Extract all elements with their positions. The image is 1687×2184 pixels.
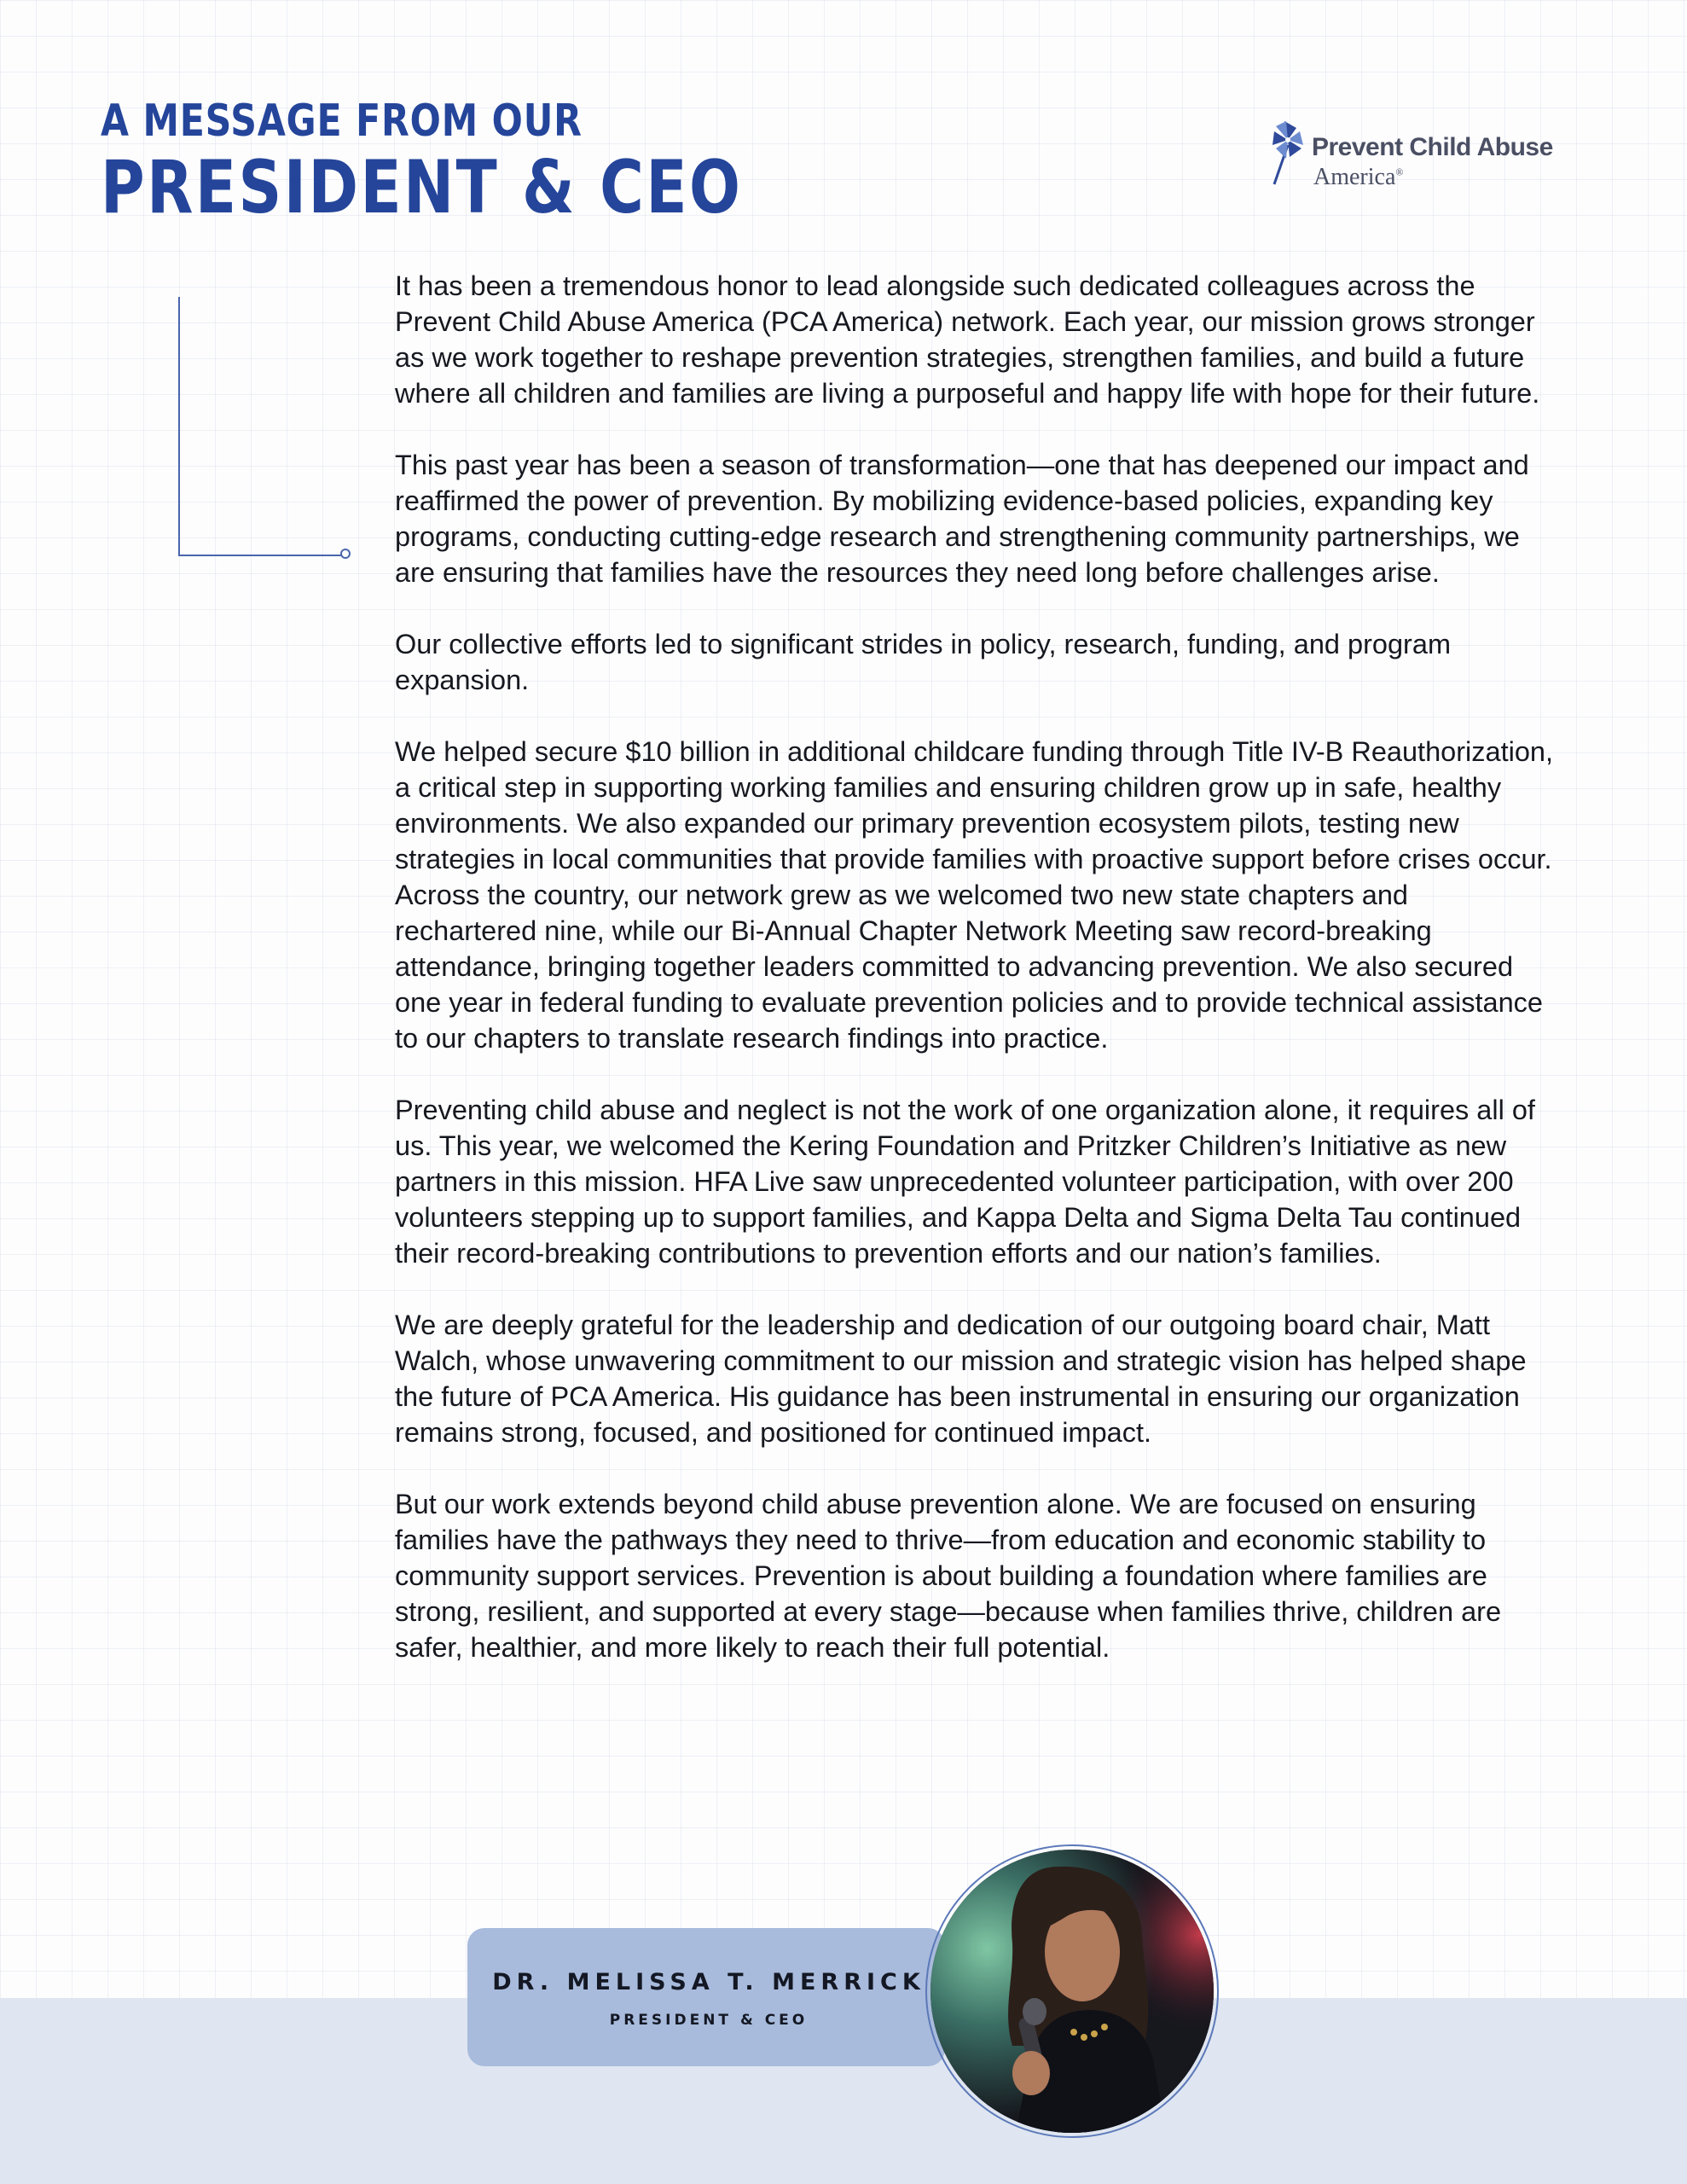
paragraph: But our work extends beyond child abuse prevention alone. We are focused on ensuring families have the pathways they need to thrive—from education and economic stability to community support services. Prevention is about building a foundation where families are strong, resilient, and supported at every stage—because when families thrive, children are safer, healthier, and more likely to reach their full potential. <box>395 1489 1502 1663</box>
paragraph: Our collective efforts led to significant strides in policy, research, funding, and program expansion. <box>395 629 1452 695</box>
heading-line-1: A MESSAGE FROM OUR <box>101 96 583 147</box>
signatory-title: PRESIDENT & CEO <box>609 2012 809 2029</box>
paragraph: This past year has been a season of transformation—one that has deepened our impact and reaffirmed the power of prevention. By mobilizing evidence-based policies, expanding key programs, conducting cutting-edge research and strengthening community partnerships, we are ensuring that families have the resources they need long before challenges arise. <box>395 450 1529 588</box>
registered-mark: ® <box>1395 166 1404 178</box>
decorative-bracket-vertical <box>178 297 180 556</box>
signatory-name: DR. MELISSA T. MERRICK <box>492 1969 925 1995</box>
heading-line-2: PRESIDENT & CEO <box>101 145 743 230</box>
portrait-photo <box>930 1850 1214 2133</box>
paragraph: We are deeply grateful for the leadership and dedication of our outgoing board chair, Matt Walch, whose unwavering commitment to our mission and strategic vision has helped shape the future of PCA America. His guidance has been instrumental in ensuring our organization remains strong, focused, and positioned for continued impact. <box>395 1310 1527 1448</box>
organization-logo <box>1266 109 1573 191</box>
letter-body <box>395 268 1555 1701</box>
paragraph: Preventing child abuse and neglect is not the work of one organization alone, it requires all of us. This year, we welcomed the Kering Foundation and Pritzker Children’s Initiative as new partners in this mission. HFA Live saw unprecedented volunteer participation, with over 200 volunteers stepping up to support families, and Kappa Delta and Sigma Delta Tau continued their record-breaking contributions to prevention efforts and our nation’s families. <box>395 1095 1535 1269</box>
paragraph: We helped secure $10 billion in additional childcare funding through Title IV-B Reauthorization, a critical step in supporting working families and ensuring children grow up in safe, healthy environments. We also expanded our primary prevention ecosystem pilots, testing new strategies in local communities that provide families with proactive support before crises occur. Across the country, our network grew as we welcomed two new state chapters and rechartered nine, while our Bi-Annual Chapter Network Meeting saw record-breaking attendance, bringing together leaders committed to advancing prevention. We also secured one year in federal funding to evaluate prevention policies and to provide technical assistance to our chapters to translate research findings into practice. <box>395 736 1554 1054</box>
signature-card <box>467 1928 945 2066</box>
page-heading <box>101 96 884 229</box>
logo-subtitle: America® <box>1313 164 1404 190</box>
decorative-bracket-horizontal <box>178 555 342 556</box>
pinwheel-icon <box>1266 109 1313 191</box>
paragraph: It has been a tremendous honor to lead alongside such dedicated colleagues across the Prevent Child Abuse America (PCA America) network. Each year, our mission grows stronger as we work together to reshape prevention strategies, strengthen families, and build a future where all children and families are living a purposeful and happy life with hope for their future. <box>395 270 1540 409</box>
decorative-bracket-dot <box>340 549 351 559</box>
logo-wordmark: Prevent Child Abuse <box>1312 133 1553 161</box>
